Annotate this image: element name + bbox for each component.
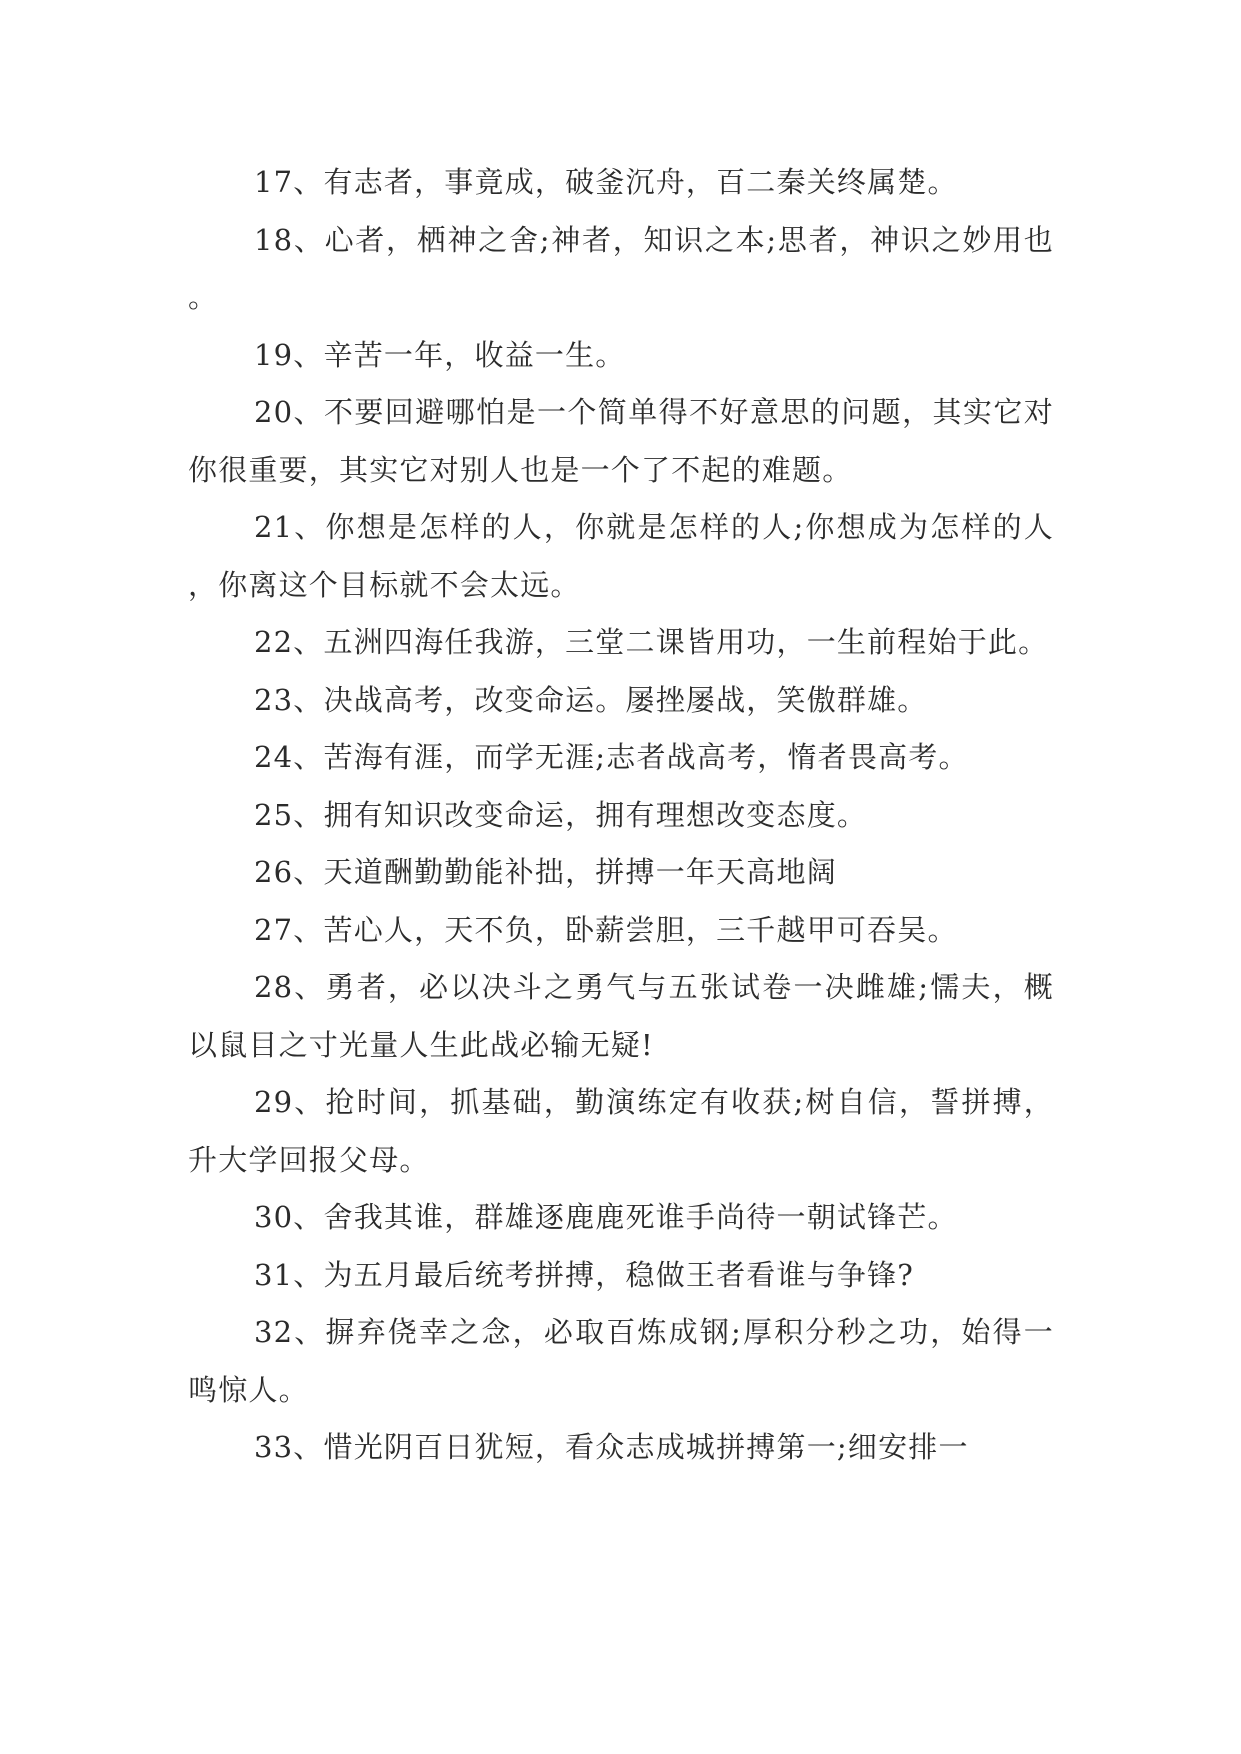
paragraph-20: 20、不要回避哪怕是一个简单得不好意思的问题，其实它对你很重要，其实它对别人也是一个了不起的难题。	[188, 395, 1054, 487]
paragraph-19: 19、辛苦一年，收益一生。	[254, 337, 626, 372]
paragraph-25: 25、拥有知识改变命运，拥有理想改变态度。	[254, 797, 868, 832]
paragraph-32: 32、摒弃侥幸之念，必取百炼成钢;厚积分秒之功，始得一鸣惊人。	[188, 1315, 1054, 1407]
paragraph-29: 29、抢时间，抓基础，勤演练定有收获;树自信，誓拼搏，升大学回报父母。	[188, 1085, 1054, 1177]
paragraph-30: 30、舍我其谁，群雄逐鹿鹿死谁手尚待一朝试锋芒。	[254, 1200, 958, 1234]
paragraph-21: 21、你想是怎样的人，你就是怎样的人;你想成为怎样的人，你离这个目标就不会太远。	[188, 510, 1054, 602]
paragraph-28: 28、勇者，必以决斗之勇气与五张试卷一决雌雄;懦夫，概以鼠目之寸光量人生此战必输无疑!	[188, 970, 1054, 1062]
paragraph-23: 23、决战高考，改变命运。屡挫屡战，笑傲群雄。	[254, 682, 928, 717]
document-body	[188, 154, 1054, 1477]
paragraph-22: 22、五洲四海任我游，三堂二课皆用功，一生前程始于此。	[254, 625, 1049, 659]
paragraph-26: 26、天道酬勤勤能补拙，拼搏一年天高地阔	[254, 855, 837, 889]
paragraph-31: 31、为五月最后统考拼搏，稳做王者看谁与争锋?	[254, 1257, 915, 1292]
paragraph-17: 17、有志者，事竟成，破釜沉舟，百二秦关终属楚。	[254, 165, 958, 199]
paragraph-24: 24、苦海有涯，而学无涯;志者战高考，惰者畏高考。	[254, 740, 969, 774]
paragraph-33: 33、惜光阴百日犹短，看众志成城拼搏第一;细安排一	[254, 1430, 969, 1464]
paragraph-18: 18、心者，栖神之舍;神者，知识之本;思者，神识之妙用也。	[188, 222, 1054, 314]
paragraph-27: 27、苦心人，天不负，卧薪尝胆，三千越甲可吞吴。	[254, 912, 958, 947]
